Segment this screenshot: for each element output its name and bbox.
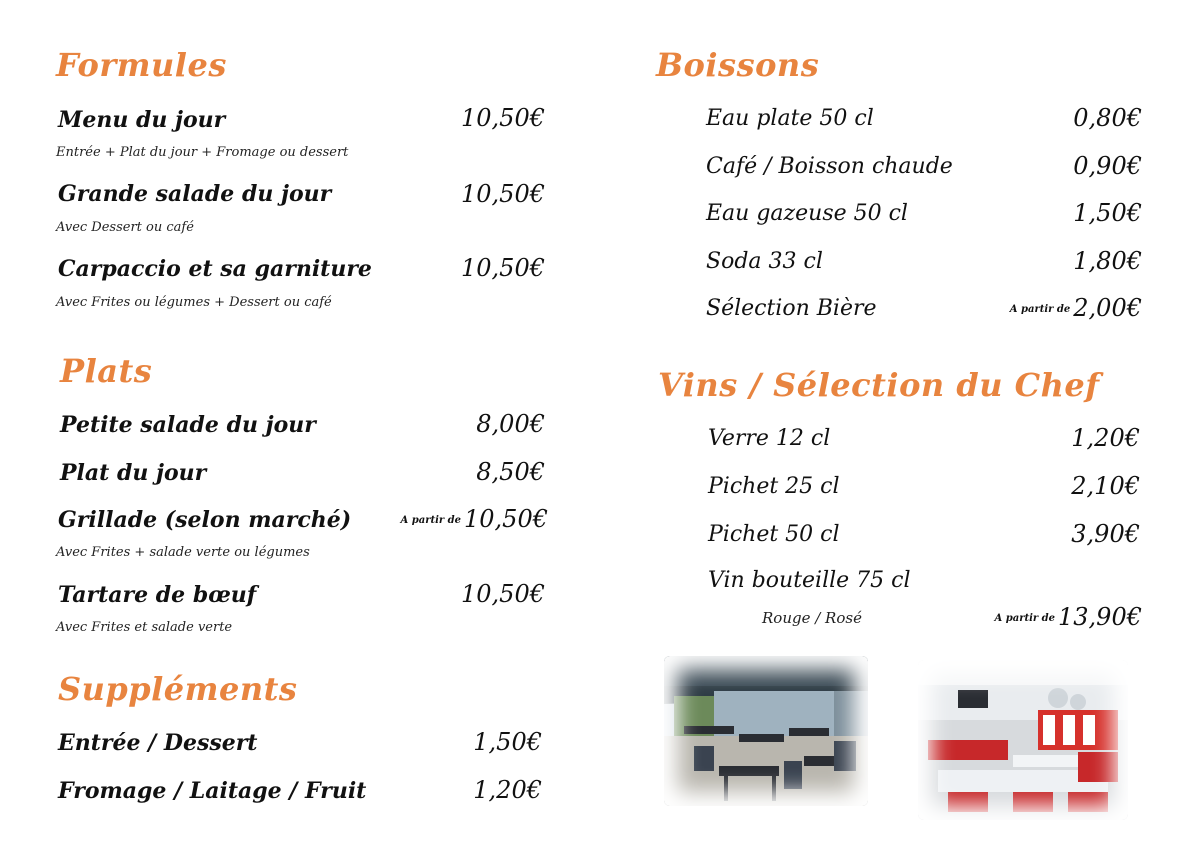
price-value-grillade: 10,50€ (464, 505, 548, 533)
item-name-pichet-25: Pichet 25 cl (708, 474, 840, 499)
item-price-plat-du-jour: 8,50€ (476, 458, 545, 486)
item-price-cafe: 0,90€ (1073, 152, 1142, 180)
section-title-vins: Vins / Sélection du Chef (658, 366, 1100, 404)
item-sub-rouge-rose: Rouge / Rosé (762, 609, 862, 627)
item-price-vin-bouteille (960, 603, 1142, 631)
item-price-eau-plate: 0,80€ (1073, 104, 1142, 132)
section-title-formules: Formules (56, 46, 227, 84)
item-name-eau-gazeuse: Eau gazeuse 50 cl (706, 201, 908, 226)
terrace-photo-illustration (664, 656, 868, 806)
terrace-photo (664, 656, 868, 806)
item-desc-grande-salade: Avec Dessert ou café (56, 220, 194, 235)
item-price-eau-gazeuse: 1,50€ (1073, 199, 1142, 227)
item-price-pichet-25: 2,10€ (1071, 472, 1140, 500)
item-desc-menu-du-jour: Entrée + Plat du jour + Fromage ou dessert (56, 145, 349, 160)
item-price-selection-biere (960, 294, 1142, 322)
item-name-grillade: Grillade (selon marché) (58, 507, 352, 533)
section-title-supplements: Suppléments (58, 670, 298, 708)
item-desc-grillade: Avec Frites + salade verte ou légumes (56, 545, 310, 560)
item-name-grande-salade: Grande salade du jour (58, 181, 332, 207)
item-price-pichet-50: 3,90€ (1071, 520, 1140, 548)
item-name-petite-salade: Petite salade du jour (60, 412, 316, 438)
price-value-vin-bouteille: 13,90€ (1058, 603, 1142, 631)
item-name-eau-plate: Eau plate 50 cl (706, 106, 874, 131)
item-price-carpaccio: 10,50€ (461, 254, 545, 282)
item-name-plat-du-jour: Plat du jour (60, 460, 207, 486)
item-price-tartare: 10,50€ (461, 580, 545, 608)
item-name-pichet-50: Pichet 50 cl (708, 522, 840, 547)
item-price-grillade (370, 505, 548, 533)
price-value-selection-biere: 2,00€ (1073, 294, 1142, 322)
price-prefix-selection-biere: A partir de (1009, 304, 1071, 315)
item-name-tartare: Tartare de bœuf (58, 582, 257, 608)
item-desc-carpaccio: Avec Frites ou légumes + Dessert ou café (56, 295, 332, 310)
item-name-verre: Verre 12 cl (708, 426, 831, 451)
item-price-entree-dessert: 1,50€ (473, 728, 542, 756)
item-name-fromage: Fromage / Laitage / Fruit (58, 778, 367, 804)
item-name-cafe: Café / Boisson chaude (706, 154, 953, 179)
item-name-soda: Soda 33 cl (706, 249, 823, 274)
item-price-menu-du-jour: 10,50€ (461, 104, 545, 132)
dining-room-photo (918, 660, 1128, 820)
item-name-vin-bouteille: Vin bouteille 75 cl (708, 568, 911, 593)
item-name-carpaccio: Carpaccio et sa garniture (58, 256, 372, 282)
item-name-menu-du-jour: Menu du jour (58, 107, 226, 133)
section-title-plats: Plats (60, 352, 153, 390)
section-title-boissons: Boissons (656, 46, 820, 84)
item-price-fromage: 1,20€ (473, 776, 542, 804)
price-prefix-grillade: A partir de (400, 515, 462, 526)
item-desc-tartare: Avec Frites et salade verte (56, 620, 233, 635)
item-price-soda: 1,80€ (1073, 247, 1142, 275)
item-price-grande-salade: 10,50€ (461, 180, 545, 208)
price-prefix-vin-bouteille: A partir de (994, 613, 1056, 624)
dining-room-photo-illustration (918, 660, 1128, 820)
item-name-entree-dessert: Entrée / Dessert (58, 730, 258, 756)
item-name-selection-biere: Sélection Bière (706, 296, 877, 321)
item-price-verre: 1,20€ (1071, 424, 1140, 452)
item-price-petite-salade: 8,00€ (476, 410, 545, 438)
